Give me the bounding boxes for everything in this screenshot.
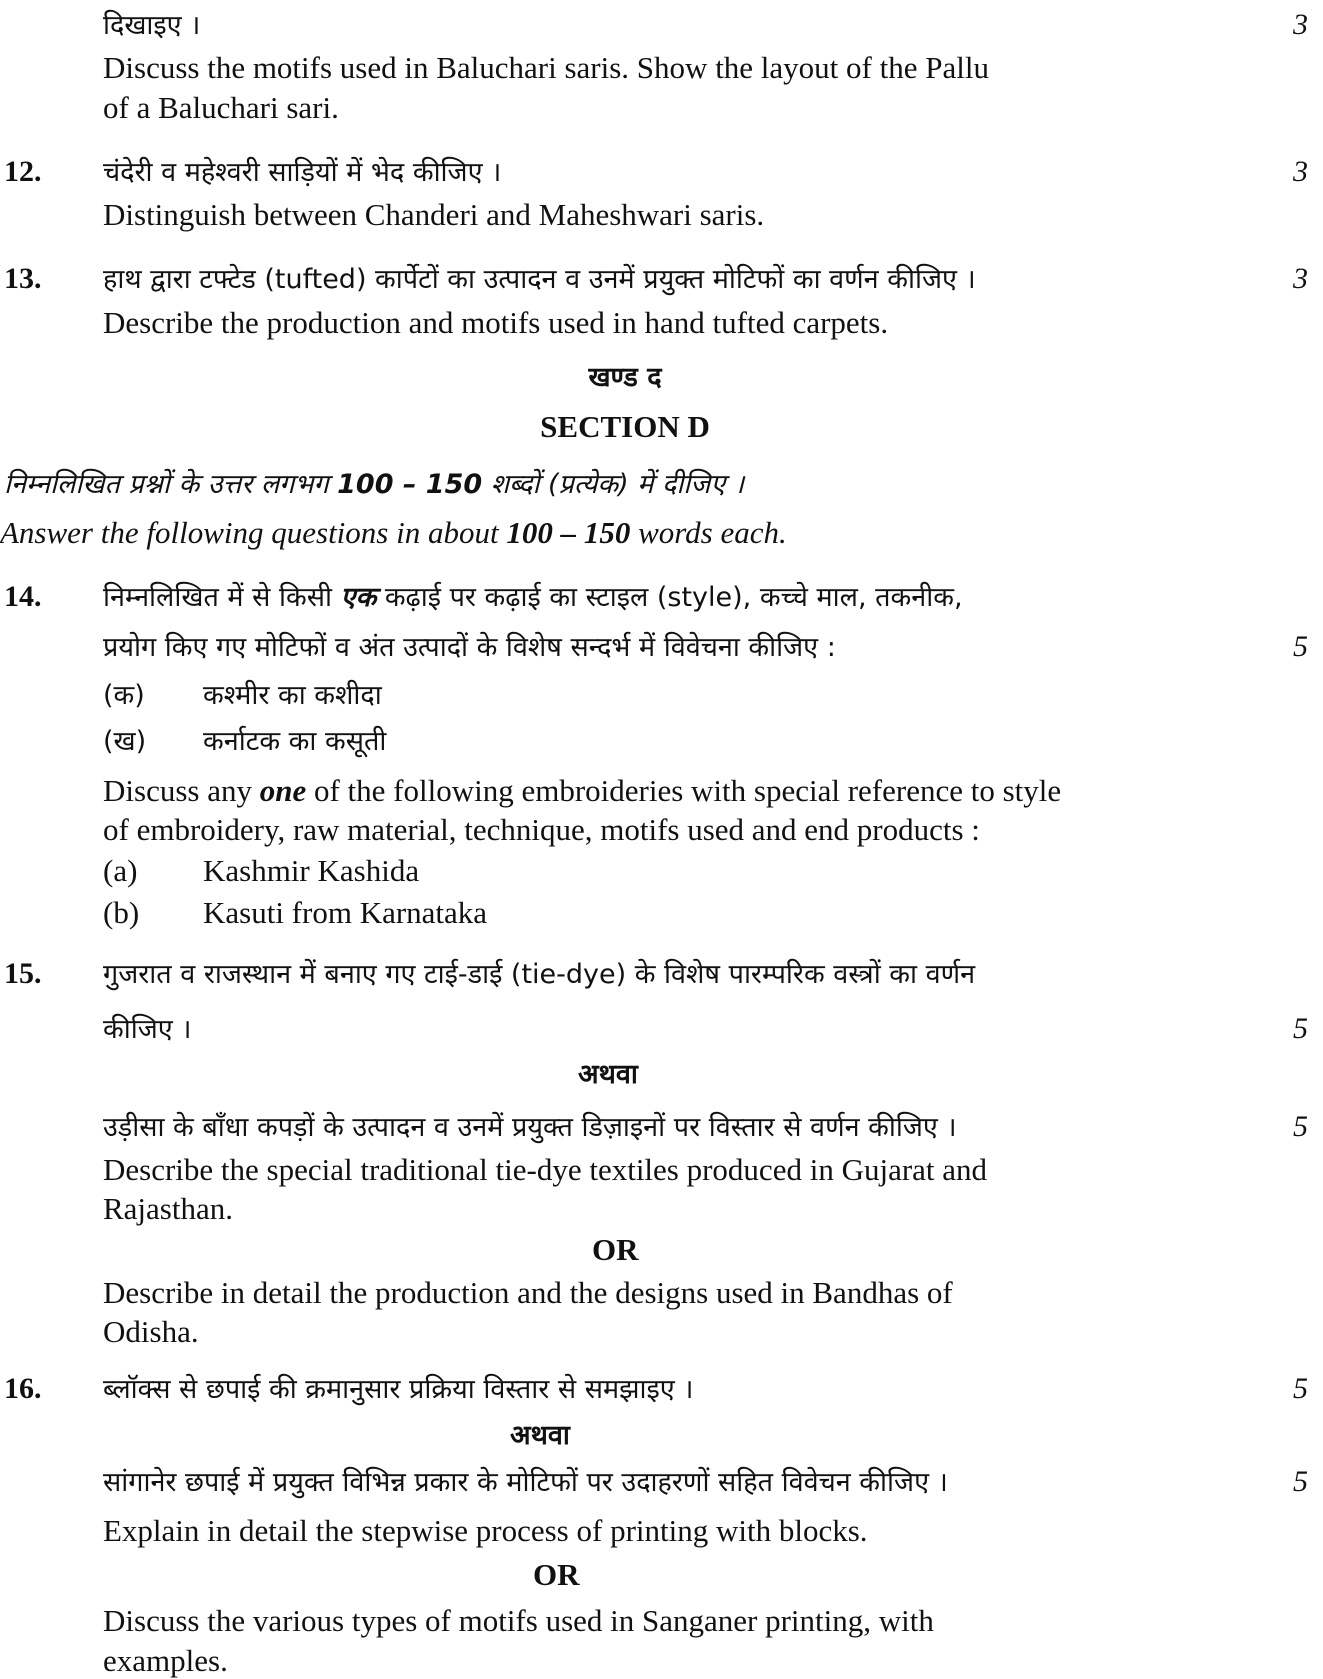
q11-english-line2: of a Baluchari sari. (103, 90, 339, 125)
section-english-instruction (0, 515, 787, 551)
q16-alt-english-line2: examples. (103, 1643, 228, 1678)
q14-english-line2: of embroidery, raw material, technique, motifs used and end products : (103, 812, 980, 847)
q14-hindi-line2: प्रयोग किए गए मोटिफों व अंत उत्पादों के विशेष सन्दर्भ में विवेचना कीजिए : (103, 632, 836, 663)
hindi-instruction-pre: निम्नलिखित प्रश्नों के उत्तर लगभग (4, 469, 329, 500)
q15-or-hindi: अथवा (578, 1059, 638, 1090)
q16-alt-hindi: सांगानेर छपाई में प्रयुक्त विभिन्न प्रकार के मोटिफों पर उदाहरणों सहित विवेचन कीजिए । (103, 1467, 948, 1498)
q14-english-post: of the following embroideries with special reference to style (313, 773, 1062, 808)
q14-english-emph: one (259, 773, 307, 808)
q14-number: 14. (4, 580, 42, 613)
q15-number: 15. (4, 957, 42, 990)
q15-hindi-line2: कीजिए । (103, 1014, 192, 1045)
english-instruction-post: words each. (638, 515, 787, 550)
english-instruction-range: 100 – 150 (506, 515, 631, 550)
q15-alt-english-line1: Describe in detail the production and the designs used in Bandhas of (103, 1275, 953, 1310)
q16-alt-marks: 5 (1293, 1465, 1308, 1498)
hindi-instruction-range: 100 – 150 (337, 469, 483, 500)
q11-marks: 3 (1293, 8, 1308, 41)
q12-hindi: चंदेरी व महेश्वरी साड़ियों में भेद कीजिए । (103, 157, 502, 188)
q16-or-hindi: अथवा (510, 1420, 570, 1451)
q16-number: 16. (4, 1372, 42, 1405)
q15-alt-english-line2: Odisha. (103, 1314, 199, 1349)
q14-hindi-option-a-label: (क) (103, 680, 145, 711)
q14-marks: 5 (1293, 630, 1308, 663)
q14-english-option-a: Kashmir Kashida (203, 853, 420, 888)
q15-or-english: OR (592, 1232, 639, 1267)
q16-alt-english-line1: Discuss the various types of motifs used in Sanganer printing, with (103, 1603, 934, 1638)
q14-hindi-line1 (103, 580, 963, 616)
section-hindi-title: खण्ड द (588, 362, 662, 393)
q14-hindi-emph: एक (340, 582, 377, 613)
q11-hindi-tail: दिखाइए । (103, 10, 201, 41)
q14-hindi-option-b-label: (ख) (103, 726, 147, 757)
q14-hindi-pre: निम्नलिखित में से किसी (103, 582, 332, 613)
q16-hindi: ब्लॉक्स से छपाई की क्रमानुसार प्रक्रिया विस्तार से समझाइए । (103, 1374, 694, 1405)
q14-hindi-post: कढ़ाई पर कढ़ाई का स्टाइल (style), कच्चे माल, तकनीक, (384, 582, 963, 613)
q14-english-line1 (103, 773, 1061, 809)
q13-number: 13. (4, 262, 42, 295)
q12-marks: 3 (1293, 155, 1308, 188)
q11-english-line1: Discuss the motifs used in Baluchari saris. Show the layout of the Pallu (103, 50, 989, 85)
q12-number: 12. (4, 155, 42, 188)
q14-english-option-a-label: (a) (103, 853, 138, 888)
english-instruction-pre: Answer the following questions in about (0, 515, 499, 550)
q15-marks: 5 (1293, 1012, 1308, 1045)
q13-english: Describe the production and motifs used in hand tufted carpets. (103, 305, 889, 340)
q14-hindi-option-a: कश्मीर का कशीदा (203, 680, 382, 711)
q13-marks: 3 (1293, 262, 1308, 295)
section-hindi-instruction (4, 467, 744, 503)
q16-english: Explain in detail the stepwise process of printing with blocks. (103, 1513, 868, 1548)
q15-hindi-line1: गुजरात व राजस्थान में बनाए गए टाई-डाई (tie-dye) के विशेष पारम्परिक वस्त्रों का वर्णन (103, 959, 976, 990)
q16-marks: 5 (1293, 1372, 1308, 1405)
q15-english-line2: Rajasthan. (103, 1191, 233, 1226)
q15-alt-marks: 5 (1293, 1110, 1308, 1143)
q15-english-line1: Describe the special traditional tie-dye textiles produced in Gujarat and (103, 1152, 988, 1187)
q14-english-pre: Discuss any (103, 773, 252, 808)
q16-or-english: OR (533, 1557, 580, 1592)
q13-hindi: हाथ द्वारा टफ्टेड (tufted) कार्पेटों का उत्पादन व उनमें प्रयुक्त मोटिफों का वर्णन कीजिए । (103, 264, 976, 295)
hindi-instruction-post: शब्दों (प्रत्येक) में दीजिए । (490, 469, 745, 500)
q14-hindi-option-b: कर्नाटक का कसूती (203, 726, 387, 757)
q14-english-option-b: Kasuti from Karnataka (203, 895, 488, 930)
q14-english-option-b-label: (b) (103, 895, 140, 930)
section-english-title: SECTION D (540, 409, 710, 444)
q12-english: Distinguish between Chanderi and Maheshwari saris. (103, 197, 765, 232)
q15-alt-hindi: उड़ीसा के बाँधा कपड़ों के उत्पादन व उनमें प्रयुक्त डिज़ाइनों पर विस्तार से वर्णन कीजिए । (103, 1112, 957, 1143)
